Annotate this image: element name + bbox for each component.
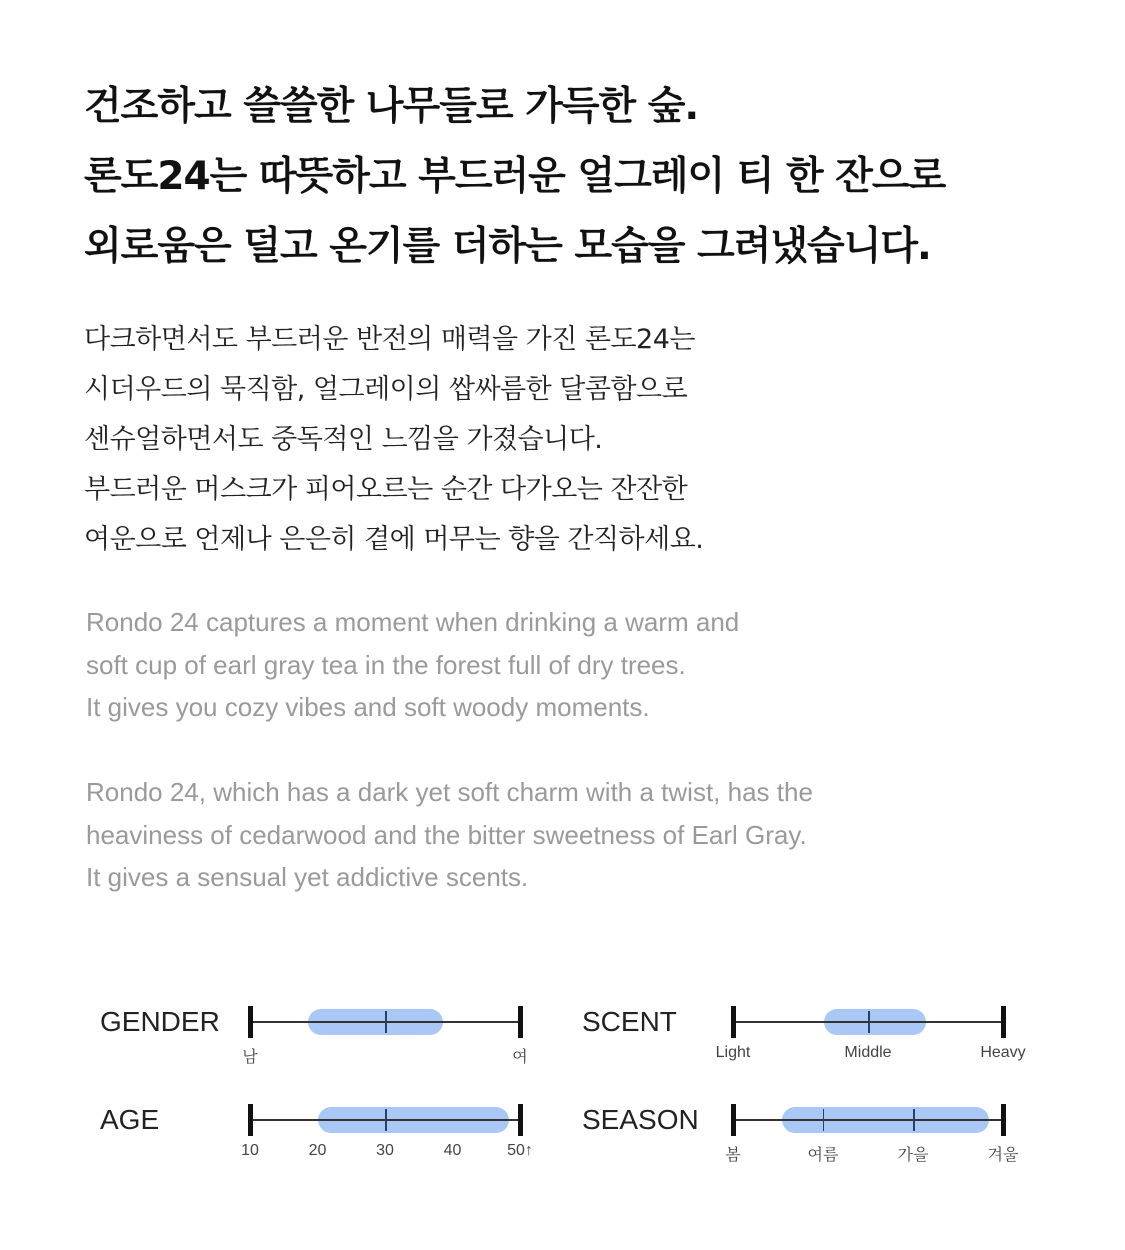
description-line: 시더우드의 묵직함, 얼그레이의 쌉싸름한 달콤함으로 [84, 374, 688, 405]
scale-tick-label: Heavy [980, 1044, 1026, 1061]
korean-description [84, 315, 703, 565]
scale-tick-label: 10 [241, 1142, 259, 1159]
headline-line: 건조하고 쓸쓸한 나무들로 가득한 숲. [84, 84, 699, 129]
description-line: 센슈얼하면서도 중독적인 느낌을 가졌습니다. [84, 424, 603, 455]
scale-label: AGE [100, 1104, 160, 1135]
description-line: It gives you cozy vibes and soft woody moments. [86, 692, 650, 722]
scale-tick [385, 1109, 387, 1131]
scale-end-marker [731, 1104, 736, 1136]
scale-tick-label: 40 [443, 1142, 462, 1159]
scale-tick-label: 30 [376, 1142, 394, 1159]
scale-tick-label: 여 [512, 1049, 528, 1066]
scale-end-marker [248, 1104, 253, 1136]
scale-end-marker [731, 1006, 736, 1038]
description-line: 여운으로 언제나 은은히 곁에 머무는 향을 간직하세요. [84, 524, 704, 555]
scale-end-marker [1001, 1104, 1006, 1136]
scale-end-marker [1001, 1006, 1006, 1038]
description-line: It gives a sensual yet addictive scents. [86, 862, 529, 892]
scale-tick [913, 1109, 915, 1131]
description-line: heaviness of cedarwood and the bitter sweetness of Earl Gray. [86, 819, 807, 850]
scale-label: GENDER [100, 1006, 220, 1037]
scale-tick [823, 1109, 825, 1131]
headline [84, 72, 945, 282]
scale-label: SEASON [582, 1104, 699, 1135]
scale-tick-label: 50↑ [507, 1142, 533, 1159]
scale-label: SCENT [582, 1006, 677, 1037]
description-line: 부드러운 머스크가 피어오르는 순간 다가오는 잔잔한 [84, 474, 688, 505]
scale-end-marker [518, 1006, 523, 1038]
english-description-2 [86, 771, 813, 899]
description-line: Rondo 24, which has a dark yet soft charm with a twist, has the [86, 777, 813, 807]
scale-tick-label: 겨울 [987, 1147, 1019, 1164]
english-description-1 [86, 601, 739, 729]
scale-line [733, 1119, 1003, 1121]
scale-tick [868, 1011, 870, 1033]
scale-tick-label: 여름 [807, 1147, 839, 1164]
scale-end-marker [248, 1006, 253, 1038]
scale-tick [385, 1011, 387, 1033]
scale-tick-label: 20 [308, 1142, 327, 1159]
scale-tick-label: Middle [844, 1044, 892, 1061]
headline-line: 외로움은 덜고 온기를 더하는 모습을 그려냈습니다. [84, 224, 931, 269]
headline-line: 론도24는 따뜻하고 부드러운 얼그레이 티 한 잔으로 [84, 154, 946, 199]
scale-tick-label: 봄 [725, 1147, 741, 1164]
scale-tick-label: Light [715, 1044, 751, 1061]
scale-tick-label: 남 [242, 1049, 258, 1066]
scale-tick-label: 가을 [897, 1147, 929, 1164]
description-line: 다크하면서도 부드러운 반전의 매력을 가진 론도24는 [84, 324, 695, 355]
scale-end-marker [518, 1104, 523, 1136]
description-line: soft cup of earl gray tea in the forest full of dry trees. [86, 649, 686, 680]
description-line: Rondo 24 captures a moment when drinking a warm and [86, 607, 740, 637]
